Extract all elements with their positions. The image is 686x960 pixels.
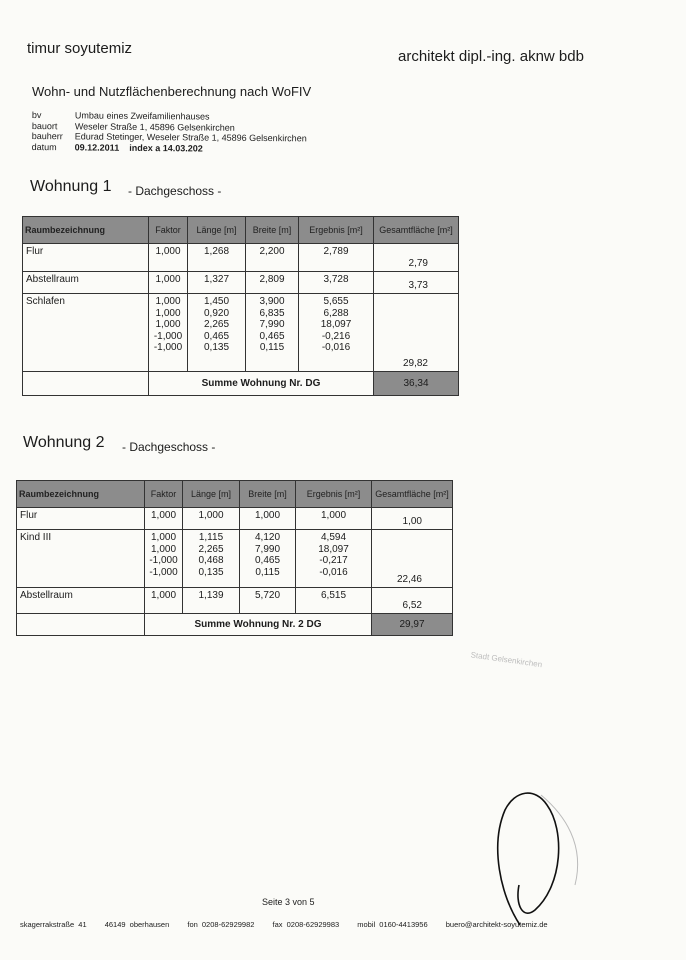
- laenge-cell: 1,327: [188, 272, 246, 294]
- sum-row: [23, 372, 459, 396]
- sum-value: 29,97: [372, 614, 453, 636]
- footer-email: buero@architekt-soyutemiz.de: [445, 920, 548, 929]
- wohnung-1-heading: Wohnung 1: [30, 178, 112, 195]
- signature-scribble-icon: [475, 785, 595, 935]
- table-header-row: [23, 217, 459, 244]
- faktor-cell: 1,000: [145, 508, 183, 530]
- col-header: Raumbezeichnung: [17, 481, 145, 508]
- room-name: Schlafen: [23, 294, 149, 372]
- meta-key: datum: [31, 141, 57, 152]
- laenge-cell: 1,450 0,920 2,265 0,465 0,135: [188, 294, 246, 372]
- meta-value: 09.12.2011 index a 14.03.202: [74, 141, 203, 153]
- col-header: Länge [m]: [188, 217, 246, 244]
- ergebnis-cell: 5,655 6,288 18,097 -0,216 -0,016: [299, 294, 374, 372]
- laenge-cell: 1,139: [183, 588, 240, 614]
- sum-value: 36,34: [374, 372, 459, 396]
- footer-phone: fon 0208-62929982: [187, 920, 255, 929]
- wohnung-2-subtitle: - Dachgeschoss -: [122, 440, 216, 454]
- table-row: [17, 588, 453, 614]
- ergebnis-cell: 3,728: [299, 272, 374, 294]
- meta-value: Umbau eines Zweifamilienhauses: [74, 110, 210, 122]
- sum-spacer: [23, 372, 149, 396]
- meta-key: bauort: [31, 120, 58, 131]
- breite-cell: 1,000: [240, 508, 296, 530]
- room-name: Abstellraum: [17, 588, 145, 614]
- wohnung-1-subtitle: - Dachgeschoss -: [128, 184, 222, 198]
- table-row: [23, 294, 459, 372]
- laenge-cell: 1,268: [188, 244, 246, 272]
- col-header: Faktor: [145, 481, 183, 508]
- faktor-cell: 1,000: [145, 588, 183, 614]
- office-title: architekt dipl.-ing. aknw bdb: [398, 48, 584, 65]
- meta-key: bauherr: [31, 130, 63, 142]
- author-name: timur soyutemiz: [27, 40, 133, 57]
- wohnung-2-heading: Wohnung 2: [23, 434, 105, 451]
- laenge-cell: 1,000: [183, 508, 240, 530]
- faktor-cell: 1,000: [149, 272, 188, 294]
- ergebnis-cell: 2,789: [299, 244, 374, 272]
- col-header: Breite [m]: [240, 481, 296, 508]
- project-meta: [32, 110, 307, 154]
- ergebnis-cell: 6,515: [296, 588, 372, 614]
- faktor-cell: 1,000: [149, 244, 188, 272]
- col-header: Ergebnis [m²]: [299, 217, 374, 244]
- footer: [20, 920, 562, 929]
- table-row: [23, 272, 459, 294]
- meta-value: Edurad Stetinger, Weseler Straße 1, 45896 Gelsenkirchen: [74, 131, 307, 144]
- ergebnis-cell: 4,594 18,097 -0,217 -0,016: [296, 530, 372, 588]
- table-row: [17, 508, 453, 530]
- footer-fax: fax 0208-62929983: [272, 920, 340, 929]
- col-header: Breite [m]: [246, 217, 299, 244]
- breite-cell: 5,720: [240, 588, 296, 614]
- table-row: [23, 244, 459, 272]
- sum-spacer: [17, 614, 145, 636]
- breite-cell: 4,120 7,990 0,465 0,115: [240, 530, 296, 588]
- footer-mobile: mobil 0160-4413956: [357, 920, 428, 929]
- col-header: Raumbezeichnung: [23, 217, 149, 244]
- gesamt-cell: 2,79: [374, 244, 459, 272]
- wohnung-2-table: [16, 480, 453, 636]
- room-name: Kind III: [17, 530, 145, 588]
- col-header: Gesamtfläche [m²]: [372, 481, 453, 508]
- page-number: Seite 3 von 5: [262, 897, 315, 907]
- breite-cell: 2,809: [246, 272, 299, 294]
- gesamt-cell: 29,82: [374, 294, 459, 372]
- breite-cell: 3,900 6,835 7,990 0,465 0,115: [246, 294, 299, 372]
- gesamt-cell: 1,00: [372, 508, 453, 530]
- signature: [475, 785, 595, 940]
- laenge-cell: 1,115 2,265 0,468 0,135: [183, 530, 240, 588]
- document-title: Wohn- und Nutzflächenberechnung nach WoFIV: [32, 84, 312, 99]
- faktor-cell: 1,000 1,000 -1,000 -1,000: [145, 530, 183, 588]
- breite-cell: 2,200: [246, 244, 299, 272]
- room-name: Abstellraum: [23, 272, 149, 294]
- room-name: Flur: [17, 508, 145, 530]
- col-header: Gesamtfläche [m²]: [374, 217, 459, 244]
- table-header-row: [17, 481, 453, 508]
- sum-row: [17, 614, 453, 636]
- col-header: Faktor: [149, 217, 188, 244]
- col-header: Ergebnis [m²]: [296, 481, 372, 508]
- table-row: [17, 530, 453, 588]
- sum-label: Summe Wohnung Nr. DG: [149, 372, 374, 396]
- faktor-cell: 1,000 1,000 1,000 -1,000 -1,000: [149, 294, 188, 372]
- ergebnis-cell: 1,000: [296, 508, 372, 530]
- footer-street: skagerrakstraße 41: [20, 920, 87, 929]
- col-header: Länge [m]: [183, 481, 240, 508]
- gesamt-cell: 22,46: [372, 530, 453, 588]
- gesamt-cell: 6,52: [372, 588, 453, 614]
- wohnung-1-table: [22, 216, 459, 396]
- room-name: Flur: [23, 244, 149, 272]
- gesamt-cell: 3,73: [374, 272, 459, 294]
- meta-key: bv: [31, 110, 42, 121]
- footer-city: 46149 oberhausen: [104, 920, 170, 929]
- sum-label: Summe Wohnung Nr. 2 DG: [145, 614, 372, 636]
- meta-value: Weseler Straße 1, 45896 Gelsenkirchen: [74, 120, 235, 133]
- faded-stamp: Stadt Gelsenkirchen: [470, 650, 543, 670]
